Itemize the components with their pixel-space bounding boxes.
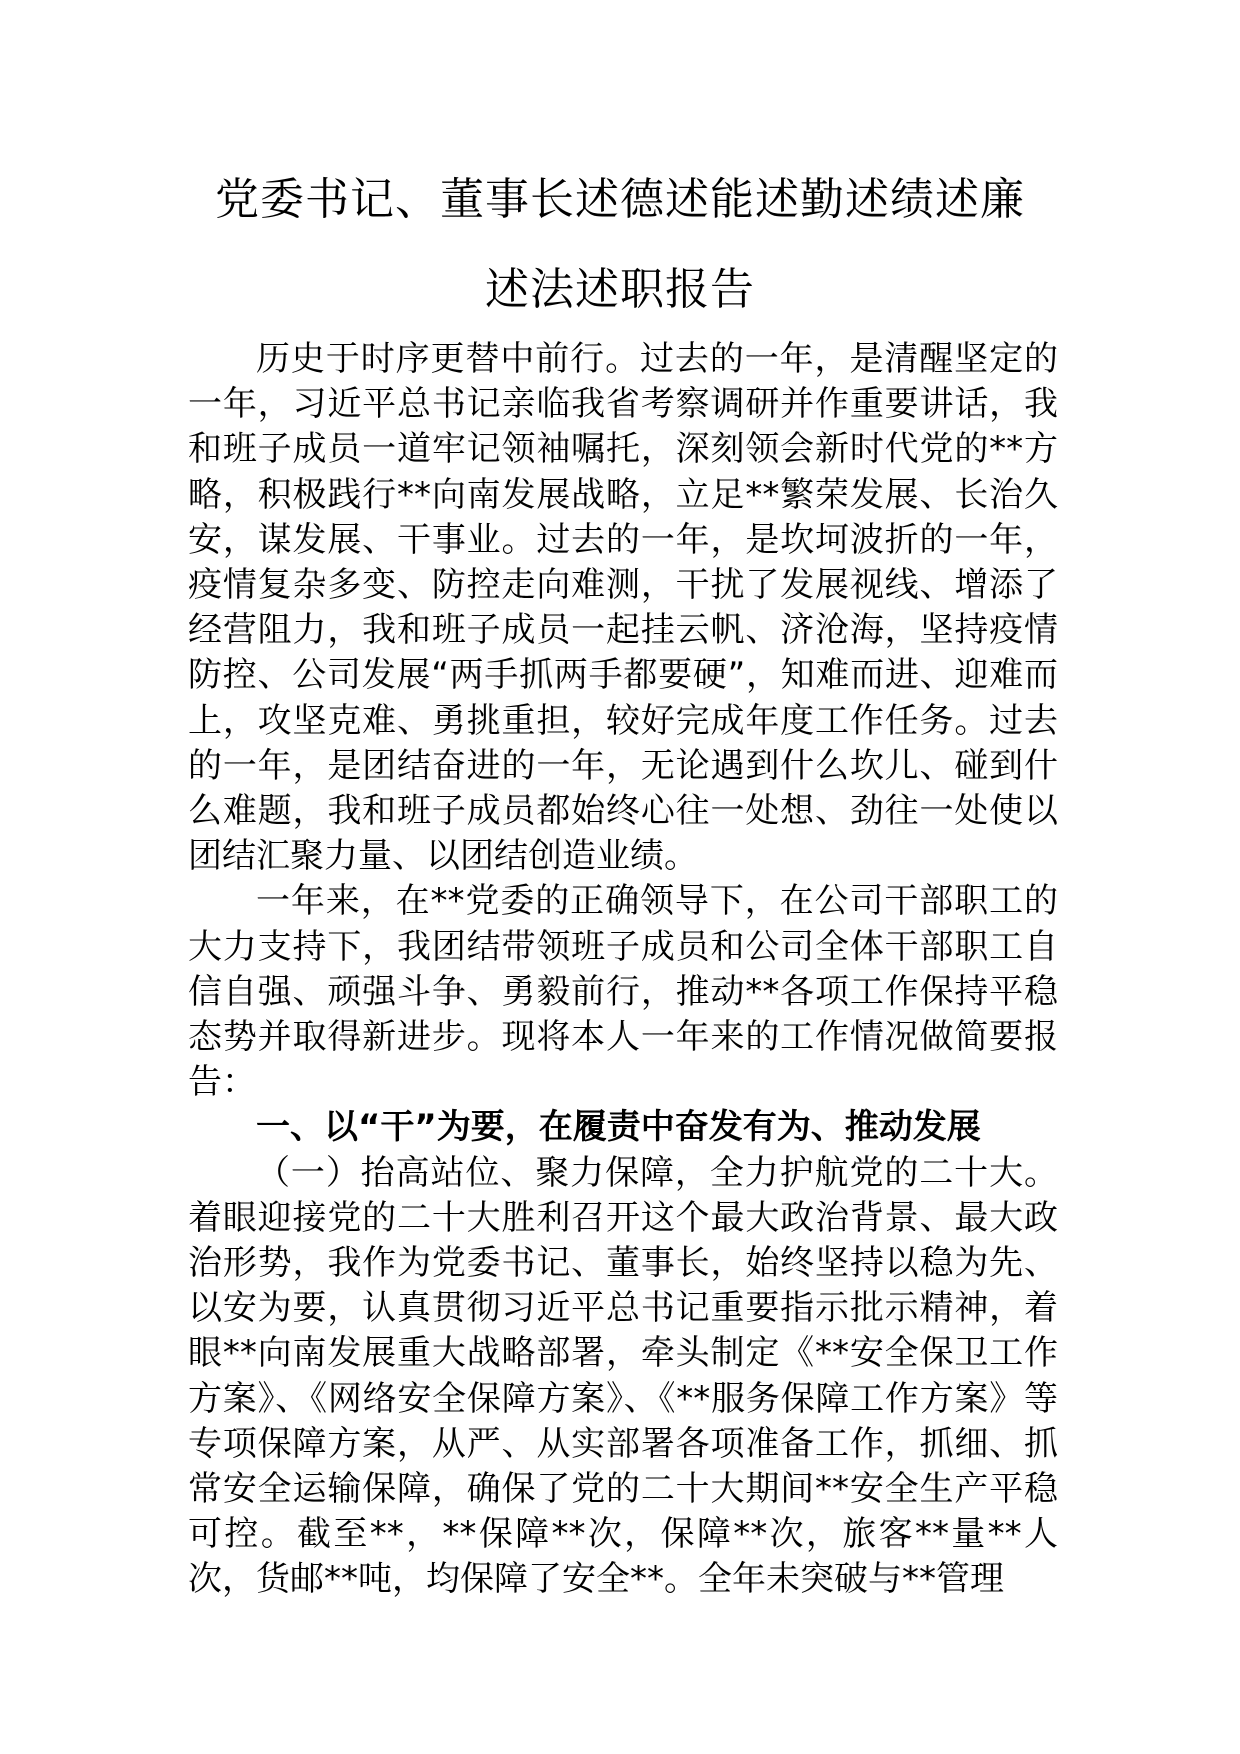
paragraph-intro: 历史于时序更替中前行。过去的一年，是清醒坚定的一年，习近平总书记亲临我省考察调研并作重要讲话，我和班子成员一道牢记领袖嘱托，深刻领会新时代党的**方略，积极践行**向南发展战略，立足**繁荣发展、长治久安，谋发展、干事业。过去的一年，是坎坷波折的一年，疫情复杂多变、防控走向难测，干扰了发展视线、增添了经营阻力，我和班子成员一起挂云帆、济沧海，坚持疫情防控、公司发展“两手抓两手都要硬”，知难而进、迎难而上，攻坚克难、勇挑重担，较好完成年度工作任务。过去的一年，是团结奋进的一年，无论遇到什么坎儿、碰到什么难题，我和班子成员都始终心往一处想、劲往一处使以团结汇聚力量、以团结创造业绩。 <box>188 339 1058 877</box>
document-title-line-1: 党委书记、董事长述德述能述勤述绩述廉 <box>215 174 1025 225</box>
paragraph-summary: 一年来，在**党委的正确领导下，在公司干部职工的大力支持下，我团结带领班子成员和公司全体干部职工自信自强、顽强斗争、勇毅前行，推动**各项工作保持平稳态势并取得新进步。现将本人一年来的工作情况做简要报告： <box>188 881 1058 1103</box>
paragraph-section-1: （一）抬高站位、聚力保障，全力护航党的二十大。着眼迎接党的二十大胜利召开这个最大政治背景、最大政治形势，我作为党委书记、董事长，始终坚持以稳为先、以安为要，认真贯彻习近平总书记重要指示批示精神，着眼**向南发展重大战略部署，牵头制定《**安全保卫工作方案》、《网络安全保障方案》、《**服务保障工作方案》等专项保障方案，从严、从实部署各项准备工作，抓细、抓常安全运输保障，确保了党的二十大期间**安全生产平稳可控。截至**，**保障**次，保障**次，旅客**量**人次，货邮**吨，均保障了安全**。全年未突破与**管理 <box>188 1152 1058 1600</box>
document-title-line-2: 述法述职报告 <box>485 264 755 315</box>
section-heading: 一、以“干”为要，在履责中奋发有为、推动发展 <box>256 1107 981 1148</box>
document-body <box>188 337 1058 1603</box>
